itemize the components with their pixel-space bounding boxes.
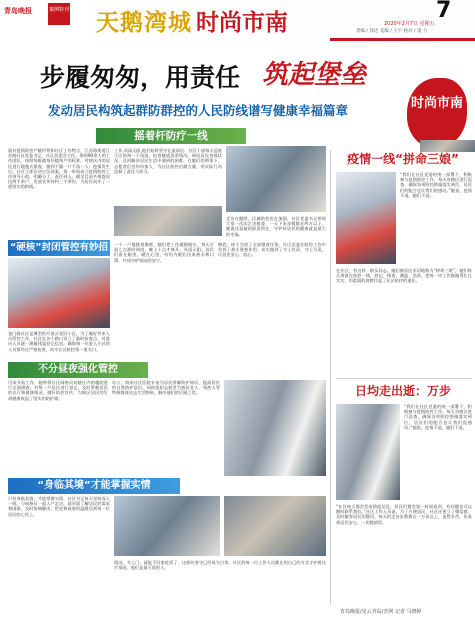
photo-checkpoint	[226, 146, 326, 212]
issue-date: 2020年2月7日 星期五	[384, 21, 435, 27]
article-col2-c: 办公，请来社区医院专家为居民讲解防护知识，提高居民的自我防护意识。同时组织志愿者为独居老人、残疾人等特殊群体送去生活物资，解决他们的后顾之忧。	[112, 380, 220, 396]
editor-credits: 责编 / 徐达 美编 / 王宇 校对 / 凌 力	[356, 29, 428, 34]
headline: 步履匆匆，用责任	[40, 63, 241, 92]
page-number: 7	[436, 0, 452, 23]
masthead-title-part1: 天鹅湾城	[96, 10, 192, 36]
masthead-rule	[330, 38, 475, 41]
headline-art-text: 筑起堡垒	[262, 60, 367, 90]
article-right-c: “社区每天都会发布防疫信息，居民们都会第一时间看到，有问题也可以随时联系我们。”社区工作人员说，为了方便居民，社区还建立了微信群，及时解答居民的疑问，每天的走访步数都在一万步以上，虽然辛苦，但看到居民安心，一切都值得。	[336, 504, 472, 525]
photo-walking	[336, 404, 400, 500]
article-col2-a: 工作,风雨无阻,他们始终坚守在最前沿。社区干部每天巡查小区的每一个角落，检查楼道消杀情况，询问居民身体状况，及时解决居民生活中遇到的困难。在她们的带领下，志愿者们也纷纷加入，为社区防控贡献力量，用实际行动诠释了责任与担当。	[114, 148, 222, 174]
footer-credit: 青岛晚报/星云青岛/青网 记者 马晓婷	[340, 609, 422, 615]
article-col1-b: 金门路社区是典型的开放式老旧小区，为了做好外来人员管控工作，社区在各个路口设立了临时检查点，对进出人员逐一测量体温登记信息，确保每一位进入小区的人员都经过严格检查，筑牢社区防控第一道关口。	[8, 331, 110, 352]
photo-residents	[224, 496, 326, 556]
section-title-3: 不分昼夜强化管控	[8, 362, 148, 378]
article-col3-b: 陶瓷，终于完成了全部排查任务，社区党委在防控工作中发挥了战斗堡垒作用，切实做到了守土有责、守土尽责，让居民安心、放心。	[218, 242, 326, 258]
column-divider	[330, 150, 331, 605]
masthead	[0, 0, 475, 44]
article-col1-d: 只有身临其境，才能掌握实情，社区书记每天坚持深入一线，与网格员一起入户走访，面对面了解居民的需求和困难，及时协调解决，把党和政府的温暖送到每一位居民的心坎上。	[8, 496, 110, 517]
article-col2-b: 一个一户地排查摸底，她们把工作做细做实，每天早晨七点准时到岗，晚上十点才离开，风雨无阻。居民们看在眼里，暖在心里，纷纷为她们送来热水和口罩，共同守护家园的安宁。	[114, 242, 214, 263]
article-right-b: 在社区，有这样一群女同志，她们被居民亲切地称为“拼命三娘”，她们每天奔波在防控一线，登记、排查、测温、消杀，把每一项工作都做得扎扎实实，用柔弱的肩膀扛起了社区防控的重任。	[336, 268, 472, 284]
photo-worker-portrait	[336, 172, 396, 264]
article-right-c-head: “我们在社区党委的统一部署下，积极参与疫情防控工作，每天对辖区进行巡查，确保各项防控措施落实到位，居民们的配合也让我们很感动。”她说，疫情不退，她们不退。	[404, 404, 472, 430]
brand-name: 青岛晚报	[4, 7, 32, 15]
article-col2-d: 情况，关上门，就能不回家吃饭了，这样的坚守已经成为日常。社区的每一位工作人员都在用自己的方式守护着这片家园，他们是最可爱的人。	[114, 560, 326, 571]
photo-door-visit	[114, 496, 220, 556]
subheadline: 发动居民构筑起群防群控的人民防线谱写健康幸福篇章	[48, 103, 349, 118]
right-divider	[336, 378, 472, 379]
section-title-4: “身临其境”才能掌握实情	[8, 478, 180, 494]
masthead-title-part2: 时尚市南	[196, 10, 288, 36]
photo-volunteers	[8, 258, 110, 328]
special-issue-tag: 案例特刊	[48, 3, 70, 25]
section-title-5: 疫情一线“拼命三娘”	[347, 152, 459, 166]
article-col1-a: 面对疫情防控严峻形势和社区工作特点，江苏路街道江苏路社区党委书记、社区居委会主任，带领90余人的工作团队，按照每栋楼每层楼每户的标准，对辖区内的居民进行地毯式排查，做到不漏一户不落一人。疫情发生后，社区立即启动应急预案，第一时间成立疫情防控工作领导小组，明确分工，责任到人。截至目前共排查居民两千余户，发放宣传材料三千余份，为居民筑牢了一道坚实的防线。	[8, 148, 110, 190]
stamp-logo: 时尚市南	[407, 78, 467, 148]
photo-night-patrol	[224, 380, 326, 476]
photo-street	[114, 206, 222, 236]
section-title-2: “硬核”封闭管控有妙招	[8, 240, 110, 256]
article-col1-c: 闫成开始工作，她带领社区网格员对辖区内的楼院进行全面排查，对每一户居民进行登记，及时掌握居民的出行和健康情况，做好防控宣传，为辖区居民的生命健康筑起了坚实的防护墙。	[8, 380, 108, 401]
article-col3-a: 走访在继续，区域防控也在加强，社区党委书记带领大家一次次走访排查，一天下来步数都在两万以上，她说这是她的职责所在，守护好居民的健康就是最大的幸福。	[226, 216, 326, 237]
section-title-1: 摇着杆防疗一线	[96, 128, 246, 144]
article-right-a: “我们在社区党委的统一部署下，积极参与疫情防控工作，每天对辖区进行巡查，确保各项防控措施落实到位，居民们的配合也让我们很感动。”她说，疫情不退，她们不退。	[400, 172, 472, 198]
section-title-6: 日均走出逝：万步	[354, 384, 451, 398]
